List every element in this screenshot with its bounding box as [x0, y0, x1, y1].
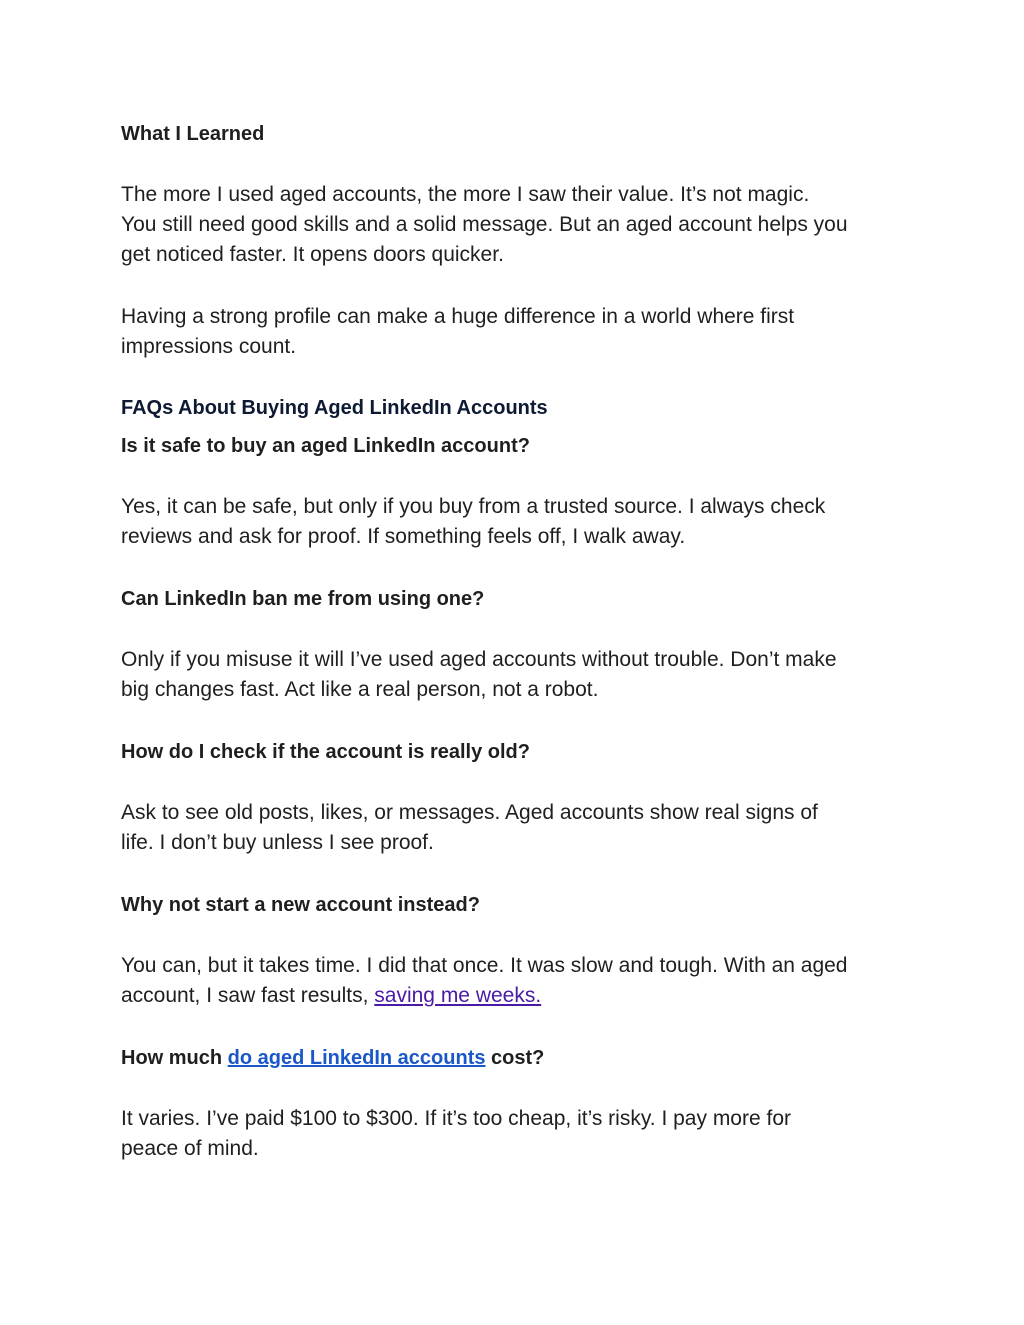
- question-text: How much: [121, 1047, 228, 1069]
- faq-answer-line: Yes, it can be safe, but only if you buy from a trusted source. I always check: [121, 495, 826, 518]
- saving-me-weeks-link[interactable]: saving me weeks.: [374, 984, 542, 1007]
- paragraph-line: Having a strong profile can make a huge difference in a world where first: [121, 305, 795, 328]
- paragraph-line: impressions count.: [121, 335, 297, 358]
- faq-answer-line: peace of mind.: [121, 1137, 259, 1160]
- section-heading-what-i-learned: What I Learned: [121, 123, 265, 145]
- paragraph-line: You still need good skills and a solid message. But an aged account helps you: [121, 213, 848, 236]
- faq-answer-line: It varies. I’ve paid $100 to $300. If it’s too cheap, it’s risky. I pay more for: [121, 1107, 792, 1130]
- paragraph-line: get noticed faster. It opens doors quicker.: [121, 243, 504, 266]
- faq-answer-line: [121, 981, 541, 1011]
- faq-question: Why not start a new account instead?: [121, 894, 480, 916]
- faq-answer-line: life. I don’t buy unless I see proof.: [121, 831, 434, 854]
- faq-answer-line: Ask to see old posts, likes, or messages. Aged accounts show real signs of: [121, 801, 818, 824]
- faq-question: [121, 1043, 544, 1073]
- aged-linkedin-accounts-link[interactable]: do aged LinkedIn accounts: [227, 1047, 486, 1069]
- question-text: cost?: [485, 1047, 545, 1069]
- answer-text: account, I saw fast results,: [121, 984, 375, 1007]
- faq-answer-line: Only if you misuse it will I’ve used aged accounts without trouble. Don’t make: [121, 648, 837, 671]
- faq-answer-line: You can, but it takes time. I did that once. It was slow and tough. With an aged: [121, 954, 848, 977]
- faq-question: Is it safe to buy an aged LinkedIn account?: [121, 435, 530, 457]
- faq-heading: FAQs About Buying Aged LinkedIn Accounts: [121, 397, 548, 419]
- faq-answer-line: big changes fast. Act like a real person, not a robot.: [121, 678, 599, 701]
- faq-question: How do I check if the account is really old?: [121, 741, 530, 763]
- faq-answer-line: reviews and ask for proof. If something feels off, I walk away.: [121, 525, 686, 548]
- paragraph-line: The more I used aged accounts, the more I saw their value. It’s not magic.: [121, 183, 810, 206]
- faq-question: Can LinkedIn ban me from using one?: [121, 588, 485, 610]
